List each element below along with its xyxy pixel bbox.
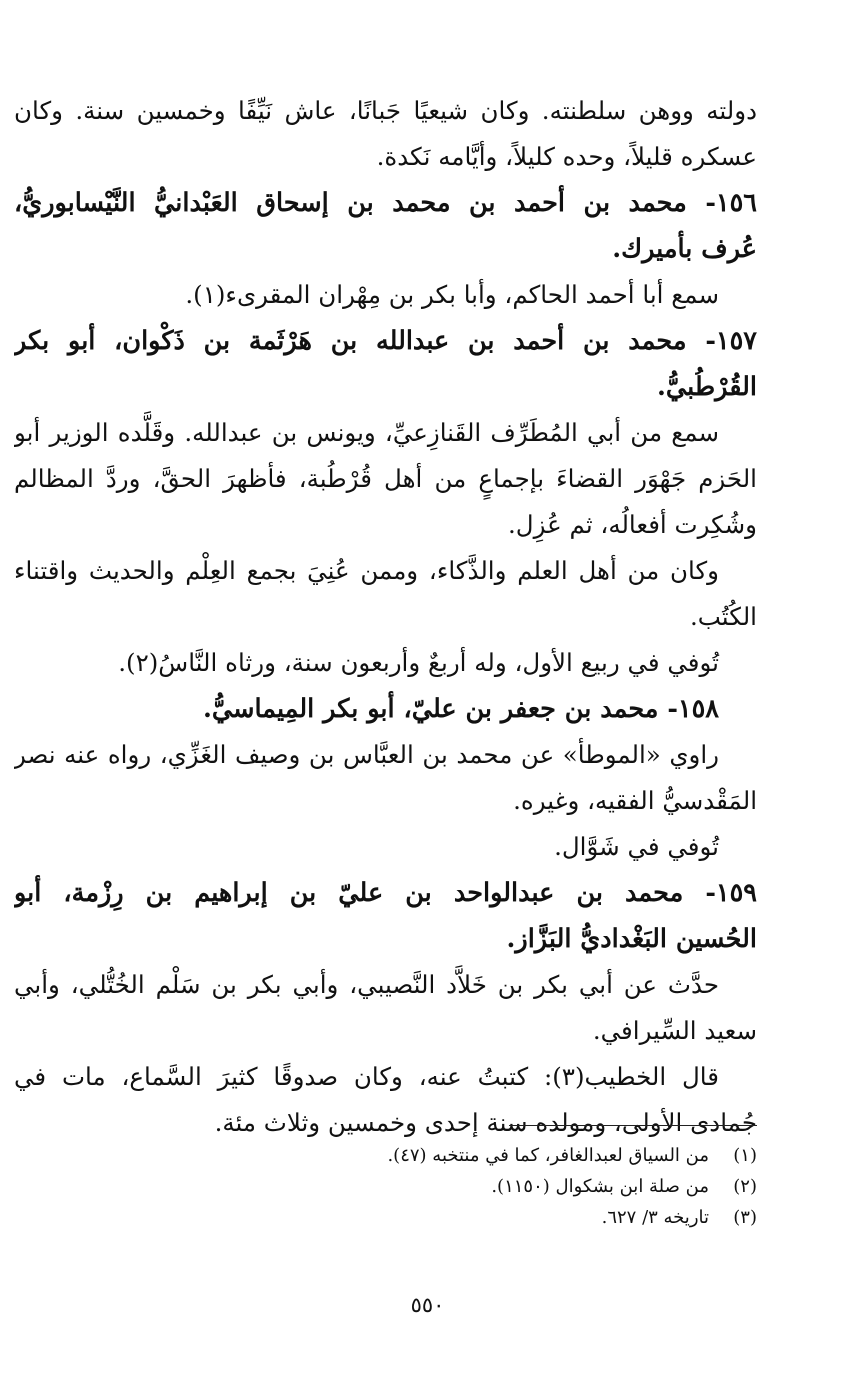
text-line: قال الخطيب(٣): كتبتُ عنه، وكان صدوقًا كثيرَ السَّماع، مات في xyxy=(14,1062,719,1091)
footnote-number: (٢) xyxy=(733,1176,757,1197)
footnote-text: من السياق لعبدالغافر، كما في منتخبه (٤٧). xyxy=(387,1145,709,1166)
footnote-separator xyxy=(509,1125,757,1126)
text-line: المَقْدسيُّ الفقيه، وغيره. xyxy=(513,786,757,815)
entry-heading-158: ١٥٨- محمد بن جعفر بن عليّ، أبو بكر المِيماسيُّ. xyxy=(202,694,719,724)
text-line: الحَزم جَهْوَر القضاءَ بإجماعٍ من أهل قُرْطُبة، فأظهرَ الحقَّ، وردَّ المظالم xyxy=(14,464,757,493)
text-line: عسكره قليلاً، وحده كليلاً، وأيَّامه نَكدة. xyxy=(376,142,757,171)
text-line: دولته ووهن سلطنته. وكان شيعيًا جَبانًا، عاش نَيِّفًا وخمسين سنة. وكان xyxy=(14,96,757,125)
footnote xyxy=(200,1140,757,1171)
text-line: سمع أبا أحمد الحاكم، وأبا بكر بن مِهْران المقرىء(١). xyxy=(185,280,719,309)
footnote-number: (١) xyxy=(733,1145,757,1166)
entry-heading-156-cont: عُرف بأميرك. xyxy=(612,234,757,264)
entry-heading-157-cont: القُرْطُبيُّ. xyxy=(657,372,757,402)
footnote xyxy=(200,1202,757,1233)
entry-heading-157: ١٥٧- محمد بن أحمد بن عبدالله بن هَرْثَمة بن ذَكْوان، أبو بكر xyxy=(14,326,757,356)
text-line: سعيد السِّيرافي. xyxy=(592,1016,757,1045)
entry-heading-156: ١٥٦- محمد بن أحمد بن محمد بن إسحاق العَبْدانيُّ النَّيْسابوريُّ، xyxy=(14,188,757,218)
footnote-number: (٣) xyxy=(733,1207,757,1228)
text-line: تُوفي في شَوَّال. xyxy=(554,832,719,861)
footnote xyxy=(200,1171,757,1202)
page-number: ٥٥٠ xyxy=(410,1293,445,1317)
entry-heading-159-cont: الحُسين البَغْداديُّ البَزَّاز. xyxy=(506,924,757,954)
footnote-text: تاريخه ٣/ ٦٢٧. xyxy=(601,1207,709,1228)
text-line: سمع من أبي المُطَرِّف القَنازِعيِّ، ويونس بن عبدالله. وقَلَّده الوزير أبو xyxy=(14,418,719,447)
main-text xyxy=(14,88,757,1146)
text-line: وشُكِرت أفعالُه، ثم عُزِل. xyxy=(508,510,757,539)
entry-heading-159: ١٥٩- محمد بن عبدالواحد بن عليّ بن إبراهيم بن رِزْمة، أبو xyxy=(14,878,757,908)
text-line: وكان من أهل العلم والذَّكاء، وممن عُنِيَ بجمع العِلْم والحديث واقتناء xyxy=(14,556,719,585)
footnotes xyxy=(200,1140,757,1233)
text-line: الكُتُب. xyxy=(689,602,757,631)
text-line: راوي «الموطأ» عن محمد بن العبَّاس بن وصيف الغَزِّي، رواه عنه نصر xyxy=(14,740,719,769)
text-line: جُمادى الأولى، ومولده سنة إحدى وخمسين وثلاث مئة. xyxy=(214,1108,757,1137)
text-line: تُوفي في ربيع الأول، وله أربعٌ وأربعون سنة، ورثاه النَّاسُ(٢). xyxy=(118,648,719,677)
footnote-text: من صلة ابن بشكوال (١١٥٠). xyxy=(491,1176,709,1197)
text-line: حدَّث عن أبي بكر بن خَلاَّد النَّصيبي، وأبي بكر بن سَلْم الخُتُّلي، وأبي xyxy=(14,970,719,999)
